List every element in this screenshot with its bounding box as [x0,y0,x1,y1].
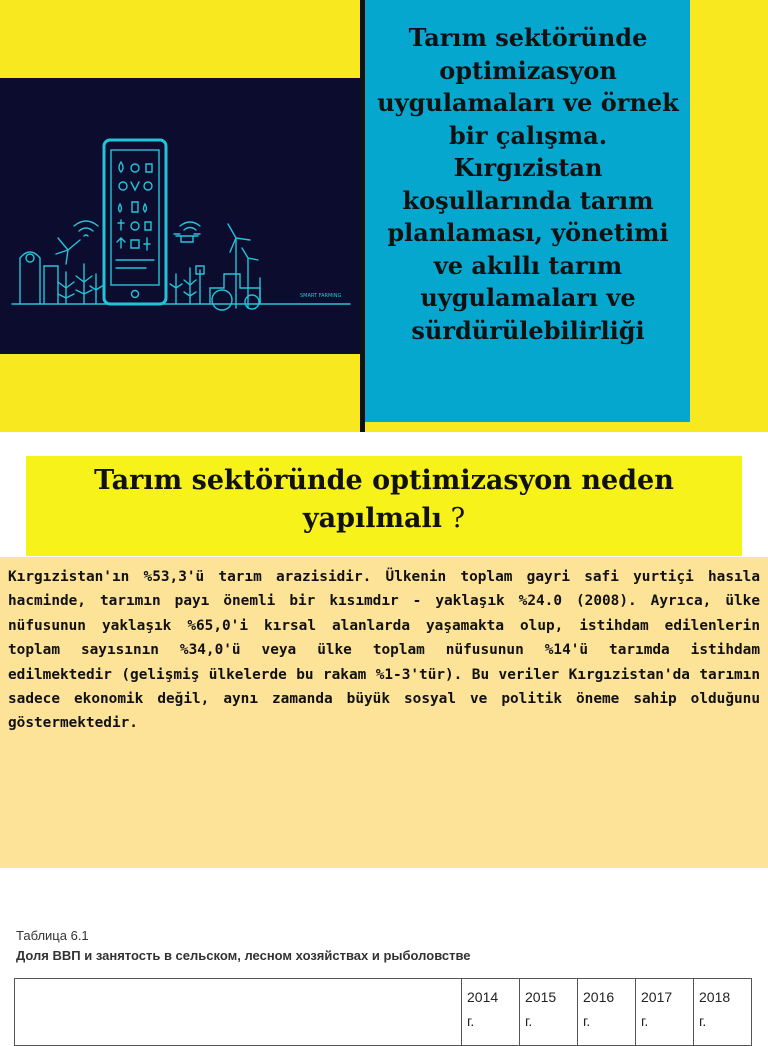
body-paragraph: Kırgızistan'ın %53,3'ü tarım arazisidir. Ülkenin toplam gayri safi yurtiçi hasıla hacminde, tarımın payı önemli bir kısımdır - yaklaşık %24.0 (2008). Ayrıca, ülke nüfusunun yaklaşık %65,0'i kırsal alanlarda yaşamakta olup, istihdam edilenlerin toplam sayısının %34,0'ü veya ülke toplam nüfusunun %14'ü tarımda istihdam edilmektedir (gelişmiş ülkelerde bu rakam %1-3'tür). Bu veriler Kırgızistan'da tarımın sadece ekonomik değil, aynı zamanda büyük sosyal ve politik öneme sahip olduğunu göstermektedir. [8,569,760,732]
year-value: 2015 [525,989,557,1005]
year-suffix: г. [583,1013,591,1029]
year-value: 2014 [467,989,499,1005]
cover-title-line: Kırgızistan [453,153,603,182]
year-suffix: г. [699,1013,707,1029]
cover-title-line: bir çalışma. [448,120,608,150]
year-suffix: г. [641,1013,649,1029]
cover-title [370,22,686,347]
table-title: Доля ВВП и занятость в сельском, лесном хозяйствах и рыболовстве [16,948,471,963]
data-table [14,978,752,1046]
year-suffix: г. [525,1013,533,1029]
table-header-year [520,979,578,1046]
illustration-caption: SMART FARMING [300,293,342,299]
cover-title-line: Tarım sektöründe [408,23,648,52]
table-header-year [694,979,752,1046]
cover-title-line: koşullarında tarım [402,185,654,215]
smart-farming-icon [0,78,360,354]
table-header-row [15,979,752,1046]
section-heading-line [30,500,738,538]
year-suffix: г. [467,1013,475,1029]
question-mark: ? [442,503,466,534]
section-heading-line2: yapılmalı [302,503,443,534]
table-header-empty-cell [15,979,462,1046]
cover-title-line: ve akıllı tarım [433,250,623,280]
smart-farming-illustration [0,78,360,354]
table-caption: Таблица 6.1 [16,928,89,943]
section-heading [30,462,738,538]
table-header-year [462,979,520,1046]
cover-title-line: optimizasyon [439,55,617,85]
cover-title-line: sürdürülebilirliği [411,315,645,345]
year-value: 2018 [699,989,731,1005]
table-header-year [636,979,694,1046]
year-value: 2017 [641,989,673,1005]
cover-title-line: uygulamaları ve örnek [377,88,679,117]
section-heading-line: Tarım sektöründe optimizasyon neden [94,465,674,496]
table-header-year [578,979,636,1046]
year-value: 2016 [583,989,615,1005]
cover-title-line: planlaması, yönetimi [387,218,669,247]
cover-title-line: uygulamaları ve [420,283,636,312]
